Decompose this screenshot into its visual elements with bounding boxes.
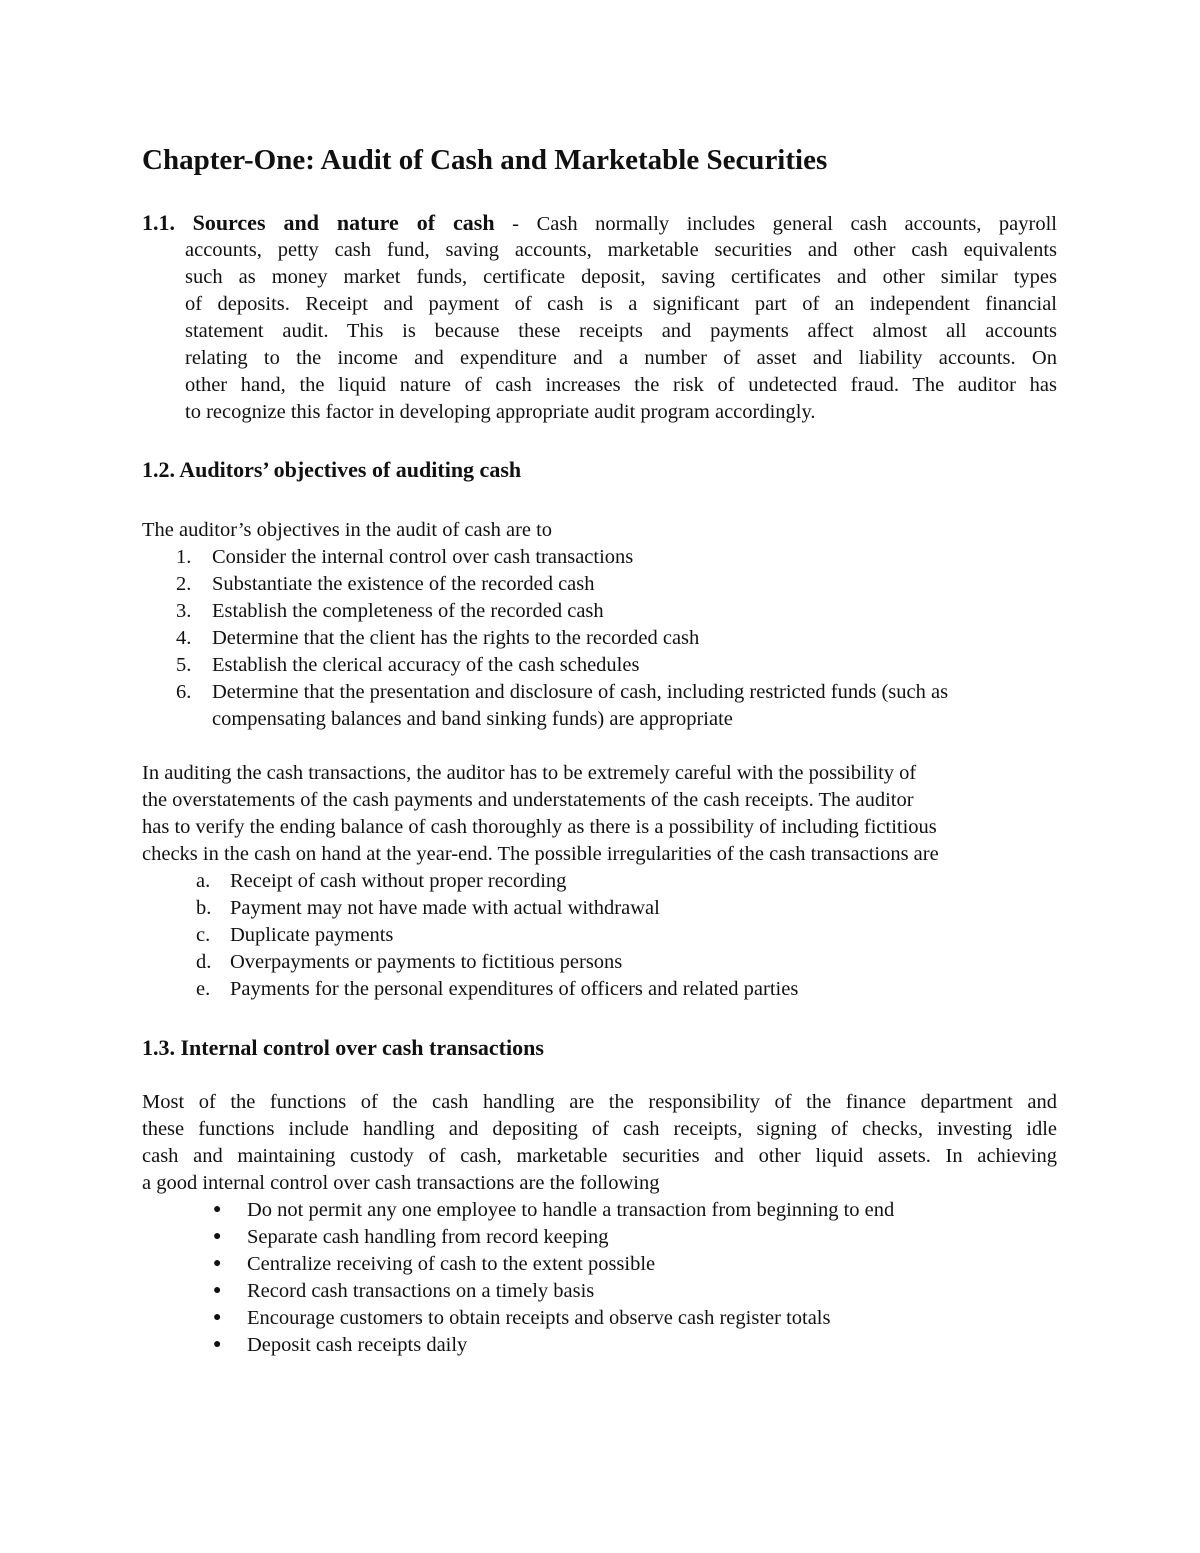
list-letter: d. xyxy=(196,951,212,973)
bullet-icon: ● xyxy=(213,1310,222,1325)
paragraph-line: to recognize this factor in developing appropriate audit program accordingly. xyxy=(185,401,816,423)
list-item-text: Receipt of cash without proper recording xyxy=(230,870,567,892)
paragraph-line: Most of the functions of the cash handling are the responsibility of the finance department and xyxy=(142,1091,1057,1113)
list-item-text: Determine that the client has the rights to the recorded cash xyxy=(212,627,700,649)
paragraph-line: accounts, petty cash fund, saving accounts, marketable securities and other cash equivalents xyxy=(185,239,1057,261)
bullet-icon: ● xyxy=(213,1337,222,1352)
bullet-item-text: Separate cash handling from record keeping xyxy=(247,1226,609,1248)
list-item-text: Consider the internal control over cash transactions xyxy=(212,546,634,568)
bullet-item-text: Record cash transactions on a timely basis xyxy=(247,1280,595,1302)
bullet-icon: ● xyxy=(213,1202,222,1217)
list-letter: c. xyxy=(196,924,211,946)
bullet-item-text: Centralize receiving of cash to the extent possible xyxy=(247,1253,656,1275)
paragraph-line: a good internal control over cash transactions are the following xyxy=(142,1172,660,1194)
list-item-text: Determine that the presentation and disclosure of cash, including restricted funds (such as xyxy=(212,681,949,703)
bullet-item-text: Encourage customers to obtain receipts and observe cash register totals xyxy=(247,1307,831,1329)
list-item-text: Establish the clerical accuracy of the cash schedules xyxy=(212,654,640,676)
bullet-icon: ● xyxy=(213,1229,222,1244)
bullet-item-text: Do not permit any one employee to handle a transaction from beginning to end xyxy=(247,1199,895,1221)
list-item-text: Payments for the personal expenditures of officers and related parties xyxy=(230,978,799,1000)
paragraph-line: of deposits. Receipt and payment of cash is a significant part of an independent financial xyxy=(185,293,1057,315)
paragraph-line: these functions include handling and depositing of cash receipts, signing of checks, investing idle xyxy=(142,1118,1057,1140)
paragraph-line: other hand, the liquid nature of cash increases the risk of undetected fraud. The auditor has xyxy=(185,374,1057,396)
list-item-text: Duplicate payments xyxy=(230,924,394,946)
list-letter: b. xyxy=(196,897,212,919)
list-number: 4. xyxy=(176,627,192,649)
paragraph-line: cash and maintaining custody of cash, marketable securities and other liquid assets. In achieving xyxy=(142,1145,1057,1167)
list-number: 5. xyxy=(176,654,192,676)
section-number: 1.2. xyxy=(142,457,175,482)
list-item-text: Substantiate the existence of the recorded cash xyxy=(212,573,595,595)
list-item-text: Payment may not have made with actual withdrawal xyxy=(230,897,660,919)
section-text: - Cash normally includes general cash accounts, payroll xyxy=(494,213,1058,235)
list-item-text: Establish the completeness of the recorded cash xyxy=(212,600,604,622)
list-item-text: compensating balances and band sinking funds) are appropriate xyxy=(212,708,733,730)
bullet-icon: ● xyxy=(213,1283,222,1298)
section-1-1-first-line xyxy=(142,211,1057,236)
list-number: 2. xyxy=(176,573,192,595)
section-1-3-heading: 1.3. Internal control over cash transactions xyxy=(142,1035,544,1060)
section-heading: Sources and nature of cash xyxy=(192,210,495,235)
paragraph-line: checks in the cash on hand at the year-end. The possible irregularities of the cash transactions are xyxy=(142,843,939,865)
paragraph-line: In auditing the cash transactions, the auditor has to be extremely careful with the possibility of xyxy=(142,762,917,784)
list-number: 6. xyxy=(176,681,192,703)
paragraph-line: relating to the income and expenditure and a number of asset and liability accounts. On xyxy=(185,347,1057,369)
bullet-item-text: Deposit cash receipts daily xyxy=(247,1334,468,1356)
list-letter: a. xyxy=(196,870,211,892)
list-number: 1. xyxy=(176,546,192,568)
paragraph-line: has to verify the ending balance of cash thoroughly as there is a possibility of including fictitious xyxy=(142,816,937,838)
list-item-text: Overpayments or payments to fictitious persons xyxy=(230,951,623,973)
objectives-intro: The auditor’s objectives in the audit of cash are to xyxy=(142,519,553,541)
section-heading: Auditors’ objectives of auditing cash xyxy=(179,457,522,482)
section-number: 1.1. xyxy=(142,210,175,235)
section-1-2-heading xyxy=(142,457,521,483)
list-letter: e. xyxy=(196,978,211,1000)
paragraph-line: the overstatements of the cash payments and understatements of the cash receipts. The auditor xyxy=(142,789,914,811)
bullet-icon: ● xyxy=(213,1256,222,1271)
paragraph-line: statement audit. This is because these receipts and payments affect almost all accounts xyxy=(185,320,1057,342)
list-number: 3. xyxy=(176,600,192,622)
document-title: Chapter-One: Audit of Cash and Marketable Securities xyxy=(142,144,828,176)
paragraph-line: such as money market funds, certificate deposit, saving certificates and other similar types xyxy=(185,266,1057,288)
